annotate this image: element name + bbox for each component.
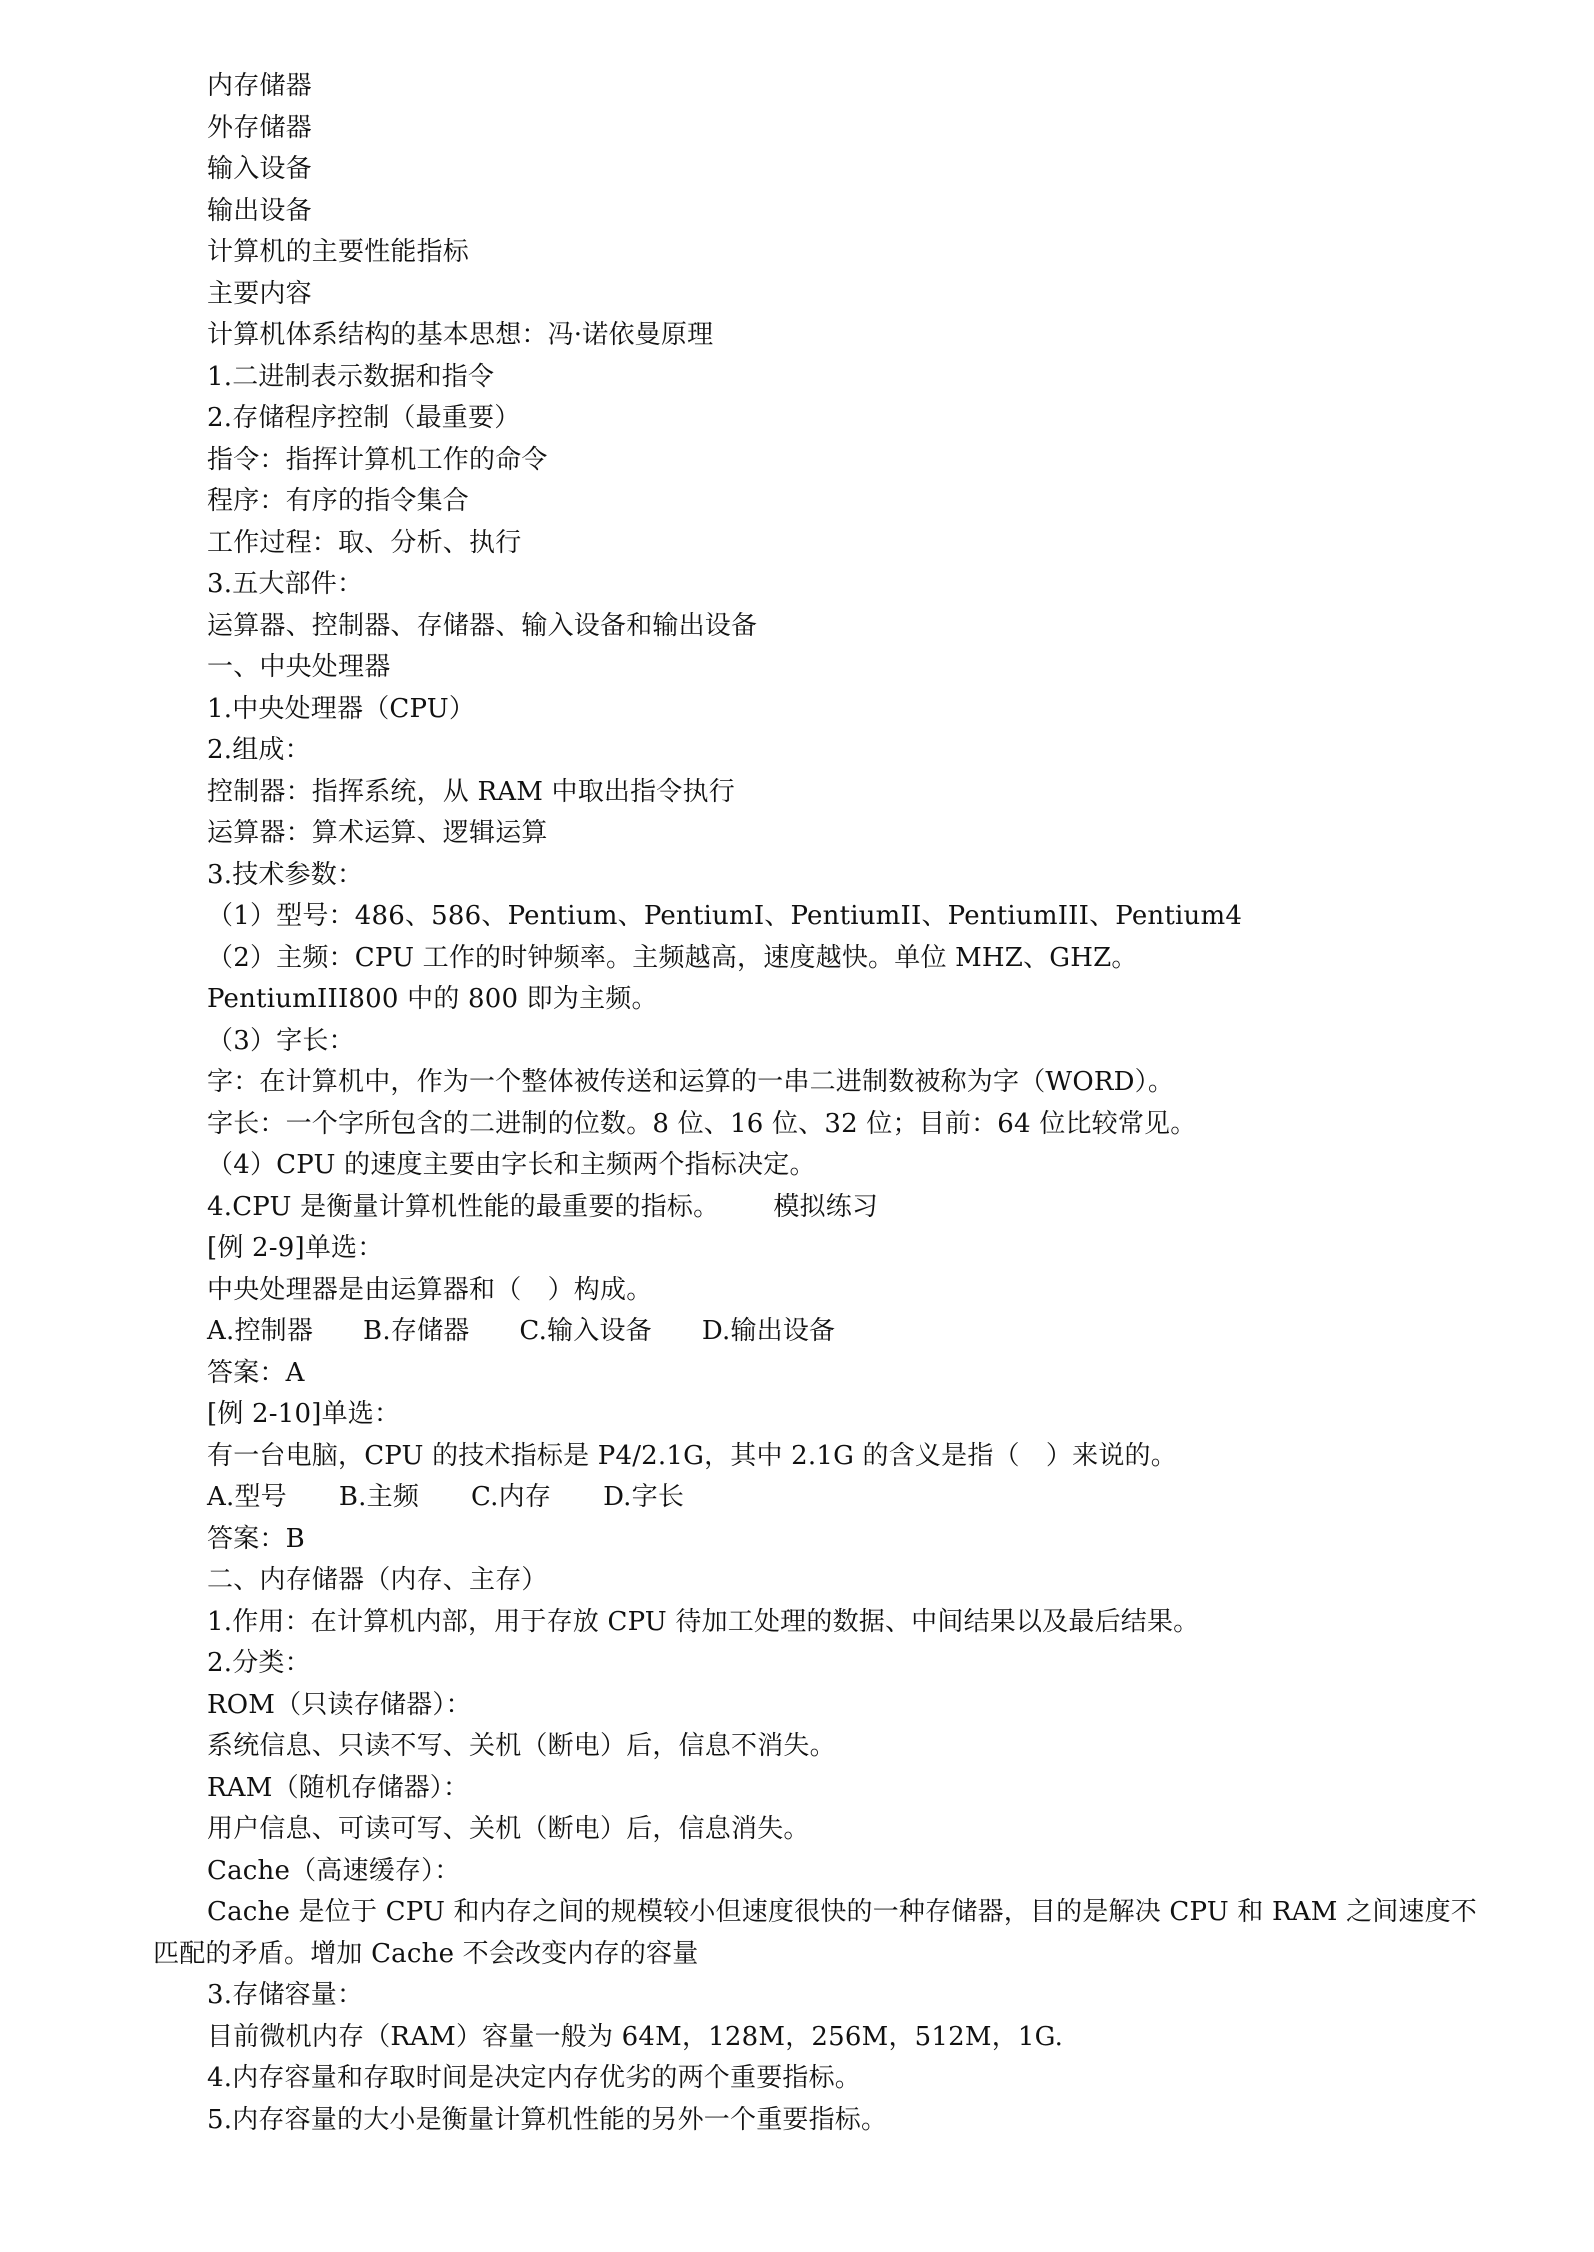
choice-d: D.字长: [603, 1482, 685, 1512]
text-line: （3）字长：: [207, 1025, 355, 1056]
text-line: 匹配的矛盾。增加 Cache 不会改变内存的容量: [153, 1938, 699, 1969]
text-line: Cache 是位于 CPU 和内存之间的规模较小但速度很快的一种存储器，目的是解决 CPU 和 RAM 之间速度不: [207, 1897, 1478, 1927]
text-line: 1.二进制表示数据和指令: [207, 361, 495, 392]
text-line: 主要内容: [207, 278, 312, 309]
question-text: 有一台电脑，CPU 的技术指标是 P4/2.1G，其中 2.1G 的含义是指（ ）来说的。: [207, 1440, 1177, 1471]
text-line: ROM（只读存储器）：: [207, 1689, 472, 1720]
text-line: 运算器：算术运算、逻辑运算: [207, 818, 548, 848]
text-line: 1.作用：在计算机内部，用于存放 CPU 待加工处理的数据、中间结果以及最后结果。: [207, 1606, 1200, 1637]
practice-label: 模拟练习: [773, 1191, 879, 1222]
text-line: 输出设备: [207, 195, 312, 226]
answer-text: 答案：A: [207, 1357, 305, 1388]
choice-list: [207, 1311, 1507, 1353]
text-line: [207, 1187, 1507, 1229]
text-line: PentiumIII800 中的 800 即为主频。: [207, 984, 658, 1014]
text-line: 内存储器: [207, 71, 312, 101]
text-line: 运算器、控制器、存储器、输入设备和输出设备: [207, 610, 758, 641]
text-line: 指令：指挥计算机工作的命令: [207, 444, 548, 475]
example-label: [例 2-9]单选：: [207, 1233, 384, 1263]
text-line: 用户信息、可读可写、关机（断电）后，信息消失。: [207, 1814, 810, 1844]
text-line: 2.分类：: [207, 1648, 311, 1678]
choice-b: B.存储器: [363, 1316, 470, 1346]
choice-b: B.主频: [338, 1482, 420, 1512]
choice-a: A.型号: [207, 1482, 287, 1512]
text-line: 2.组成：: [207, 735, 311, 765]
text-line: 输入设备: [207, 154, 312, 184]
text-line: 计算机的主要性能指标: [207, 237, 470, 267]
text-line: Cache（高速缓存）：: [207, 1855, 461, 1886]
text-line: 计算机体系结构的基本思想：冯·诺依曼原理: [207, 320, 714, 350]
text-line: 4.内存容量和存取时间是决定内存优劣的两个重要指标。: [207, 2063, 862, 2093]
section-heading: 一、中央处理器: [207, 652, 391, 682]
text-line: 3.存储容量：: [207, 1980, 364, 2010]
text-line: （2）主频：CPU 工作的时钟频率。主频越高，速度越快。单位 MHZ、GHZ。: [207, 942, 1138, 973]
document-body: [153, 66, 1507, 2141]
choice-c: C.输入设备: [519, 1316, 652, 1346]
question-text: 中央处理器是由运算器和（ ）构成。: [207, 1274, 653, 1305]
choice-list: [207, 1477, 1507, 1519]
text-line: 2.存储程序控制（最重要）: [207, 403, 521, 433]
text-line: 1.中央处理器（CPU）: [207, 693, 476, 724]
text-line: 外存储器: [207, 112, 312, 143]
answer-text: 答案：B: [207, 1523, 305, 1554]
text-line: 程序：有序的指令集合: [207, 486, 470, 516]
text-line: 字：在计算机中，作为一个整体被传送和运算的一串二进制数被称为字（WORD）。: [207, 1067, 1175, 1097]
choice-d: D.输出设备: [701, 1316, 836, 1346]
text-line: 3.五大部件：: [207, 569, 364, 599]
text-line: 目前微机内存（RAM）容量一般为 64M，128M，256M，512M，1G.: [207, 2021, 1064, 2052]
text-fragment: 4.CPU 是衡量计算机性能的最重要的指标。: [207, 1191, 720, 1222]
text-line: 5.内存容量的大小是衡量计算机性能的另外一个重要指标。: [207, 2104, 888, 2135]
text-line: 字长：一个字所包含的二进制的位数。8 位、16 位、32 位；目前：64 位比较常见。: [207, 1108, 1197, 1139]
text-line: 系统信息、只读不写、关机（断电）后，信息不消失。: [207, 1731, 836, 1761]
text-line: 控制器：指挥系统，从 RAM 中取出指令执行: [207, 776, 735, 807]
section-heading: 二、内存储器（内存、主存）: [207, 1565, 548, 1595]
example-label: [例 2-10]单选：: [207, 1399, 401, 1429]
choice-c: C.内存: [471, 1482, 552, 1512]
text-line: 工作过程：取、分析、执行: [207, 527, 522, 558]
text-line: （4）CPU 的速度主要由字长和主频两个指标决定。: [207, 1150, 816, 1180]
text-line: RAM（随机存储器）：: [207, 1772, 470, 1803]
choice-a: A.控制器: [207, 1316, 314, 1346]
text-line: （1）型号：486、586、Pentium、PentiumI、PentiumII、PentiumIII、Pentium4: [207, 901, 1243, 931]
text-line: 3.技术参数：: [207, 859, 364, 890]
